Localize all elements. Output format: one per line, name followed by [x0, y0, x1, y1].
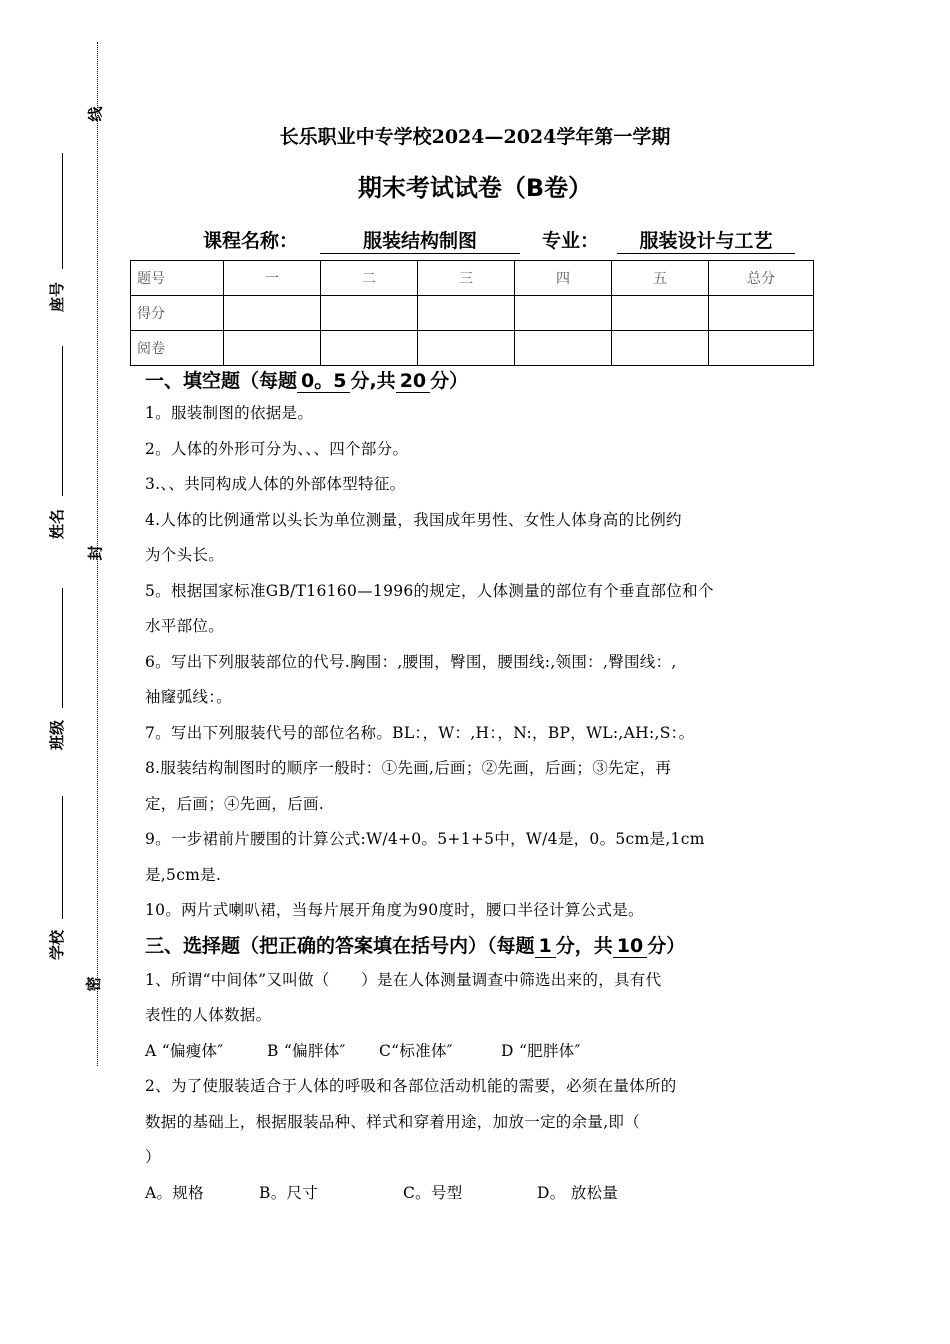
score-table-header-row	[131, 261, 814, 296]
question-line: 7。写出下列服装代号的部位名称。BL：，W：,H：，N:，BP，WL:,AH:,S：。	[145, 723, 695, 742]
q1-option-d[interactable]: D “肥胖体″	[501, 1041, 581, 1060]
question-line: ）	[145, 1148, 161, 1166]
q1-option-c[interactable]: C“标准体″	[379, 1041, 453, 1060]
margin-field-seat: 座号	[48, 281, 66, 312]
reviewer-cell[interactable]	[224, 331, 321, 366]
section1-suffix: 分）	[430, 370, 469, 392]
margin-field-name: 姓名	[48, 508, 66, 539]
q2-option-b[interactable]: B。尺寸	[259, 1183, 319, 1202]
question-line: 定，后画；④先画，后画.	[145, 794, 325, 813]
margin-field-school: 学校	[48, 929, 66, 960]
question-line: 2。人体的外形可分为、、、四个部分。	[145, 439, 409, 458]
score-cell[interactable]	[515, 296, 612, 331]
reviewer-cell[interactable]	[709, 331, 814, 366]
course-label: 课程名称：	[203, 230, 299, 252]
score-cell[interactable]	[224, 296, 321, 331]
reviewer-cell[interactable]	[515, 331, 612, 366]
question-line: 1。服装制图的依据是。	[145, 404, 314, 422]
q1-options	[145, 1034, 810, 1070]
section1-mid: 分,共	[350, 370, 396, 392]
course-value: 服装结构制图	[320, 226, 520, 254]
class-field-line[interactable]	[62, 588, 63, 708]
q2-options	[145, 1176, 810, 1212]
section3-heading	[145, 929, 810, 963]
score-row-label: 得分	[131, 296, 224, 331]
question-line: 数据的基础上，根据服装品种、样式和穿着用途，加放一定的余量,即（	[145, 1112, 641, 1131]
question-line: 1、所谓“中间体”又叫做（ ）是在人体测量调查中筛选出来的，具有代	[145, 970, 662, 989]
reviewer-row	[131, 331, 814, 366]
margin-sealed-char: 密	[84, 976, 103, 992]
q1-option-a[interactable]: A “偏瘦体″	[145, 1041, 224, 1060]
margin-seal-char: 封	[86, 545, 105, 561]
score-col-label: 题号	[131, 261, 224, 296]
reviewer-cell[interactable]	[612, 331, 709, 366]
score-row	[131, 296, 814, 331]
course-info-line	[203, 226, 795, 254]
score-cell[interactable]	[709, 296, 814, 331]
major-value: 服装设计与工艺	[617, 226, 795, 254]
score-col-4: 四	[515, 261, 612, 296]
exam-content	[145, 366, 810, 1211]
section1-per-score: 0。5	[297, 370, 350, 393]
reviewer-cell[interactable]	[321, 331, 418, 366]
q2-option-d[interactable]: D。 放松量	[537, 1183, 619, 1202]
section3-mid: 分，共	[555, 934, 613, 957]
exam-title: 期末考试试卷（B卷）	[357, 174, 593, 202]
q2-option-c[interactable]: C。号型	[403, 1183, 463, 1202]
q1-option-b[interactable]: B “偏胖体″	[267, 1041, 346, 1060]
section1-total-score: 20	[396, 370, 430, 393]
name-field-line[interactable]	[62, 346, 63, 496]
margin-field-class: 班级	[48, 719, 66, 750]
score-col-5: 五	[612, 261, 709, 296]
section3-prefix: 三、选择题（把正确的答案填在括号内）（每题	[145, 934, 535, 957]
question-line: 5。根据国家标准GB/T16160—1996的规定，人体测量的部位有个垂直部位和个	[145, 581, 714, 600]
score-cell[interactable]	[418, 296, 515, 331]
question-line: 是,5cm是.	[145, 865, 222, 884]
score-col-2: 二	[321, 261, 418, 296]
question-line: 4.人体的比例通常以头长为单位测量，我国成年男性、女性人体身高的比例约	[145, 510, 682, 529]
margin-line-char: 线	[86, 106, 105, 122]
section1-prefix: 一、填空题（每题	[145, 370, 298, 392]
score-col-total: 总分	[709, 261, 814, 296]
school-field-line[interactable]	[62, 796, 63, 919]
score-col-1: 一	[224, 261, 321, 296]
section3-per-score: 1	[535, 935, 556, 958]
section1-heading	[145, 366, 810, 396]
question-line: 3.、、共同构成人体的外部体型特征。	[145, 475, 406, 493]
section3-total-score: 10	[613, 935, 647, 958]
question-line: 为个头长。	[145, 546, 225, 564]
question-line: 10。两片式喇叭裙，当每片展开角度为90度时，腰口半径计算公式是。	[145, 901, 644, 919]
school-term-title: 长乐职业中专学校2024—2024学年第一学期	[279, 126, 671, 148]
question-line: 9。一步裙前片腰围的计算公式:W/4+0。5+1+5中，W/4是，0。5cm是,1cm	[145, 830, 705, 848]
score-col-3: 三	[418, 261, 515, 296]
question-line: 2、为了使服装适合于人体的呼吸和各部位活动机能的需要，必须在量体所的	[145, 1077, 677, 1095]
question-line: 袖窿弧线：。	[145, 688, 233, 706]
question-line: 8.服装结构制图时的顺序一般时：①先画,后画；②先画，后画；③先定，再	[145, 759, 672, 777]
major-label: 专业：	[542, 230, 600, 252]
section3-suffix: 分）	[647, 934, 686, 957]
reviewer-cell[interactable]	[418, 331, 515, 366]
question-line: 6。写出下列服装部位的代号.胸围：,腰围，臀围，腰围线:,领围：,臀围线：,	[145, 652, 677, 671]
q2-option-a[interactable]: A。规格	[145, 1183, 204, 1202]
score-table	[130, 260, 814, 366]
reviewer-row-label: 阅卷	[131, 331, 224, 366]
question-line: 表性的人体数据。	[145, 1006, 272, 1024]
question-line: 水平部位。	[145, 617, 225, 635]
score-cell[interactable]	[321, 296, 418, 331]
score-cell[interactable]	[612, 296, 709, 331]
